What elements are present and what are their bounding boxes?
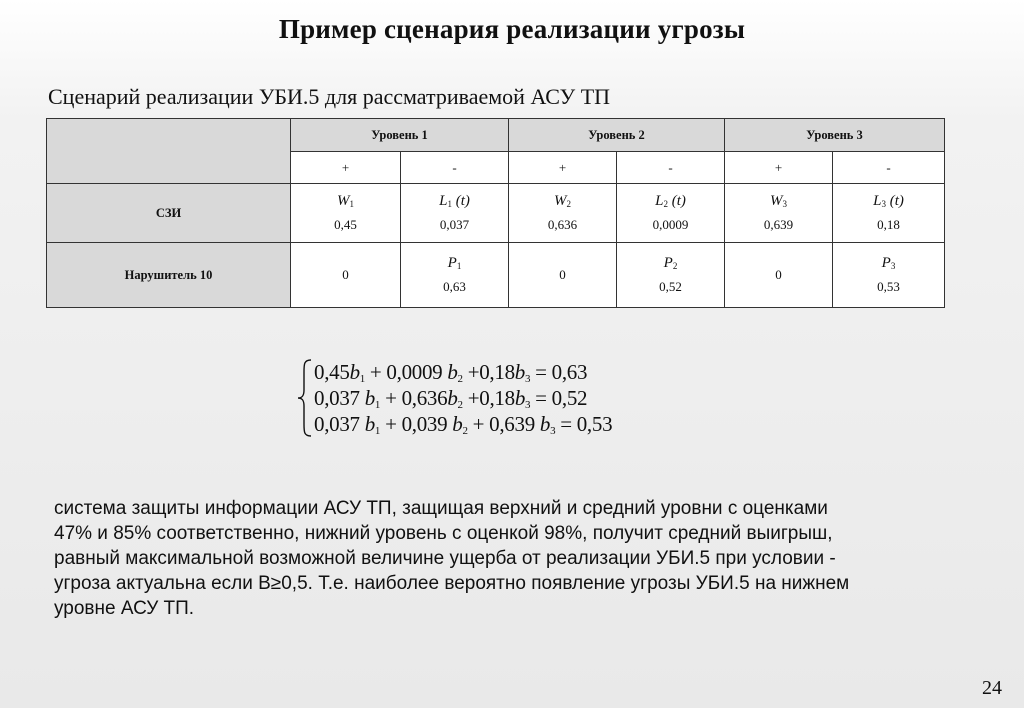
paragraph-line: равный максимальной возможной величине ущерба от реализации УБИ.5 при условии - [54,548,836,569]
threat-scenario-table [46,118,945,308]
page-number: 24 [982,677,1002,699]
cell-value: 0 [775,267,782,282]
cell-value: 0,53 [877,279,900,294]
sign-cell: + [291,152,401,184]
levels-header-row [47,119,945,152]
cell-symbol: $P_3$ [881,255,896,271]
slide-subtitle: Сценарий реализации УБИ.5 для рассматриваемой АСУ ТП [48,84,611,109]
cell-symbol: $W_3$ [770,193,787,209]
szi-cell [833,184,945,243]
sign-cell: - [401,152,509,184]
corner-cell [47,119,291,184]
level-1-header: Уровень 1 [291,119,509,152]
szi-cell [617,184,725,243]
paragraph-line: система защиты информации АСУ ТП, защищая верхний и средний уровни с оценками [54,498,828,519]
cell-symbol: $P_1$ [447,255,462,271]
cell-value: 0,18 [877,217,900,232]
intruder-cell [833,243,945,308]
cell-value: 0,636 [547,217,578,232]
cell-value: 0,639 [763,217,794,232]
sign-cell: + [725,152,833,184]
sign-cell: + [509,152,617,184]
paragraph-line: угроза актуальна если В≥0,5. Т.е. наиболее вероятно появление угрозы УБИ.5 на нижнем [54,573,850,594]
intruder-row-label: Нарушитель 10 [47,243,291,308]
cell-value: 0,52 [659,279,682,294]
intruder-cell [509,243,617,308]
szi-row-label: СЗИ [47,184,291,243]
level-2-header: Уровень 2 [509,119,725,152]
cell-symbol: $W_1$ [337,193,354,209]
paragraph-line: 47% и 85% соответственно, нижний уровень с оценкой 98%, получит средний выигрыш, [54,523,833,544]
sign-cell: - [617,152,725,184]
equation-line: 0,037 $b_1 + 0,636b_2 +0,18b_3 = 0,52$ [314,386,588,411]
cell-value: 0,45 [334,217,357,232]
intruder-cell [401,243,509,308]
cell-symbol: $L_2$ (t) [655,193,686,209]
level-3-header: Уровень 3 [725,119,945,152]
intruder-cell [725,243,833,308]
szi-row [47,184,945,243]
cell-value: 0,0009 [652,217,689,232]
cell-value: 0 [559,267,566,282]
intruder-cell [617,243,725,308]
cell-value: 0 [342,267,349,282]
intruder-cell [291,243,401,308]
cell-symbol: $L_1$ (t) [439,193,470,209]
cell-value: 0,63 [443,279,466,294]
left-brace-icon [296,358,314,438]
szi-cell [725,184,833,243]
cell-symbol: $L_3$ (t) [873,193,904,209]
szi-cell [509,184,617,243]
cell-symbol: $W_2$ [554,193,571,209]
equation-system [296,358,676,438]
equation-line: 0,037 $b_1 + 0,039$ $b_2 + 0,639$ $b_3 = 0,53$ [314,412,613,437]
intruder-row [47,243,945,308]
szi-cell [291,184,401,243]
cell-symbol: $P_2$ [663,255,678,271]
slide-title: Пример сценария реализации угрозы [278,14,746,44]
conclusion-paragraph [54,496,984,621]
equation-line: $0,45b_1 + 0,0009$ $b_2 +0,18b_3 = 0,63$ [314,360,588,385]
cell-value: 0,037 [439,217,470,232]
sign-cell: - [833,152,945,184]
paragraph-line: уровне АСУ ТП. [54,598,195,619]
szi-cell [401,184,509,243]
